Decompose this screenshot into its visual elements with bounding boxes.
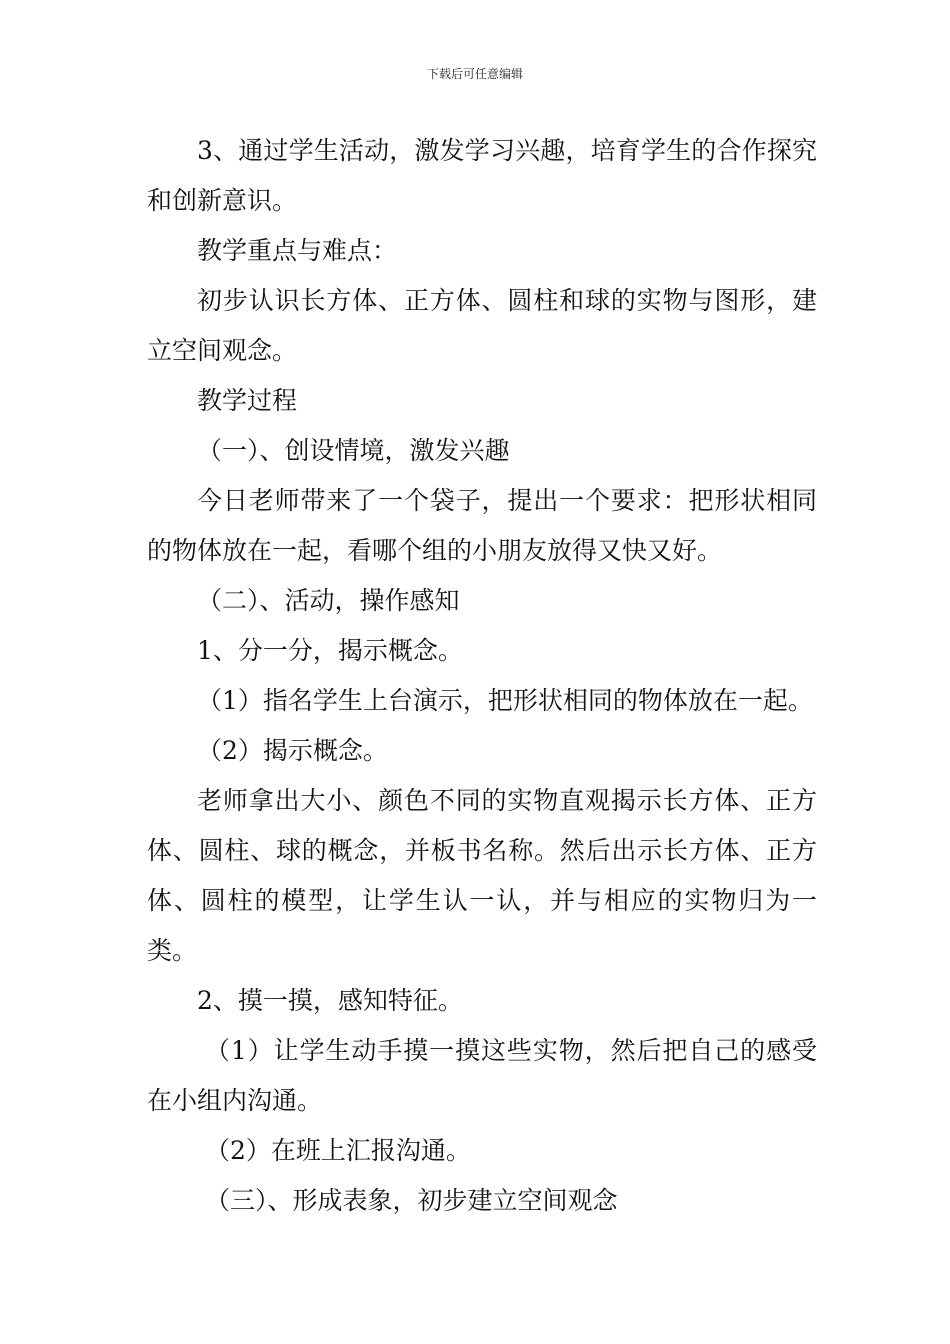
heading-step-2: 2、摸一摸，感知特征。 [197,986,463,1015]
document-body [147,126,817,1226]
page-header: 下载后可任意编辑 [426,67,523,81]
heading-section-3: （三）、形成表象，初步建立空间观念 [205,1186,618,1215]
paragraph-step-1-2: （2）揭示概念。 [197,736,388,765]
paragraph-section-1: 今日老师带来了一个袋子，提出一个要求：把形状相同的物体放在一起，看哪个组的小朋友放得又快又好。 [147,486,817,565]
heading-section-1: （一）、创设情境，激发兴趣 [197,436,510,465]
heading-key-points: 教学重点与难点： [197,236,398,265]
paragraph-step-2-1: （1）让学生动手摸一摸这些实物，然后把自己的感受在小组内沟通。 [147,1036,817,1115]
heading-section-2: （二）、活动，操作感知 [197,586,460,615]
paragraph-step-1-1: （1）指名学生上台演示，把形状相同的物体放在一起。 [197,686,813,715]
paragraph-objective-3: 3、通过学生活动，激发学习兴趣，培育学生的合作探究和创新意识。 [147,136,817,215]
paragraph-key-points: 初步认识长方体、正方体、圆柱和球的实物与图形，建立空间观念。 [147,286,817,365]
heading-step-1: 1、分一分，揭示概念。 [197,636,463,665]
heading-teaching-process: 教学过程 [197,386,298,415]
paragraph-step-2-2: （2）在班上汇报沟通。 [205,1136,471,1165]
paragraph-teacher-demo: 老师拿出大小、颜色不同的实物直观揭示长方体、正方体、圆柱、球的概念，并板书名称。然后出示长方体、正方体、圆柱的模型，让学生认一认，并与相应的实物归为一类。 [147,786,817,965]
